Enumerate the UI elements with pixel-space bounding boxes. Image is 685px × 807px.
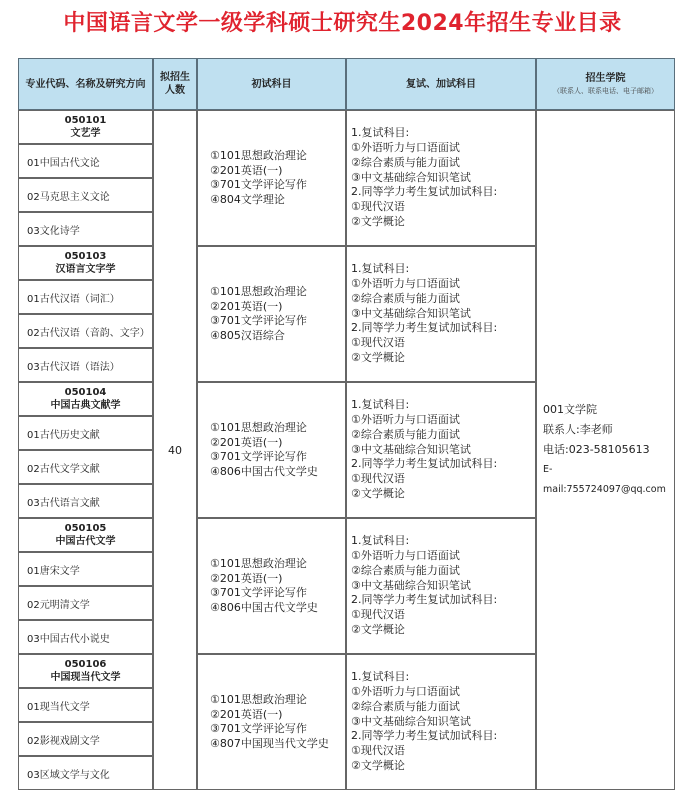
research-direction xyxy=(18,450,153,484)
header-initial-label: 初试科目 xyxy=(251,78,292,90)
research-direction xyxy=(18,178,153,212)
retest-line: ②综合素质与能力面试 xyxy=(351,427,460,441)
initial-subject: ③701文学评论写作 xyxy=(210,586,307,599)
retest-line: ②文学概论 xyxy=(351,486,405,500)
initial-subject: ②201英语(一) xyxy=(210,435,283,449)
research-direction xyxy=(18,348,153,382)
research-direction xyxy=(18,552,153,586)
initial-subject: ①101思想政治理论 xyxy=(210,557,307,570)
header-major-label: 专业代码、名称及研究方向 xyxy=(25,78,146,90)
retest-line: ①外语听力与口语面试 xyxy=(351,413,460,426)
research-direction-label: 02元明清文学 xyxy=(27,599,90,611)
research-direction xyxy=(18,620,153,654)
college-phone: 电话:023-58105613 xyxy=(543,443,650,456)
research-direction-label: 01古代汉语（词汇） xyxy=(27,293,120,305)
major-code: 050104 xyxy=(64,387,107,398)
major-code: 050105 xyxy=(64,523,107,534)
retest-line: 2.同等学力考生复试加试科目: xyxy=(351,457,498,471)
research-direction-label: 02马克思主义文论 xyxy=(27,191,110,203)
retest-line: ③中文基础综合知识笔试 xyxy=(351,170,471,184)
research-direction-label: 03古代汉语（语法） xyxy=(27,361,120,373)
initial-subject: ④806中国古代文学史 xyxy=(210,464,318,478)
retest-line: ①现代汉语 xyxy=(351,200,405,214)
college-contact: 联系人:李老师 xyxy=(543,423,613,436)
research-direction-label: 01唐宋文学 xyxy=(27,565,80,577)
initial-subjects xyxy=(197,382,346,518)
major-code: 050103 xyxy=(64,251,107,262)
header-enroll-label: 拟招生人数 xyxy=(160,72,190,96)
retest-line: ②文学概论 xyxy=(351,350,405,364)
retest-line: ③中文基础综合知识笔试 xyxy=(351,442,471,456)
research-direction-label: 03区域文学与文化 xyxy=(27,769,110,781)
initial-subject: ②201英语(一) xyxy=(210,163,283,177)
retest-line: ①现代汉语 xyxy=(351,744,405,758)
research-direction-label: 01中国古代文论 xyxy=(27,157,100,169)
research-direction xyxy=(18,688,153,722)
major-code: 050101 xyxy=(64,115,107,126)
header-retest xyxy=(346,58,536,110)
retest-line: ②文学概论 xyxy=(351,758,405,772)
initial-subject: ①101思想政治理论 xyxy=(210,421,307,434)
catalog-table xyxy=(18,58,675,790)
research-direction xyxy=(18,212,153,246)
retest-subjects xyxy=(346,246,536,382)
research-direction xyxy=(18,280,153,314)
initial-subject: ①101思想政治理论 xyxy=(210,693,307,706)
college-info xyxy=(536,110,675,790)
retest-line: ①外语听力与口语面试 xyxy=(351,141,460,154)
research-direction-label: 03古代语言文献 xyxy=(27,497,100,509)
major-heading xyxy=(18,518,153,552)
retest-line: 1.复试科目: xyxy=(351,126,410,140)
retest-subjects xyxy=(346,654,536,790)
header-enroll xyxy=(153,58,197,110)
retest-subjects xyxy=(346,518,536,654)
retest-line: ①外语听力与口语面试 xyxy=(351,549,460,562)
retest-line: ②综合素质与能力面试 xyxy=(351,699,460,713)
research-direction xyxy=(18,314,153,348)
initial-subject: ③701文学评论写作 xyxy=(210,450,307,463)
college-name: 001文学院 xyxy=(543,403,597,416)
major-heading xyxy=(18,246,153,280)
major-name: 中国古典文献学 xyxy=(50,400,121,411)
header-initial xyxy=(197,58,346,110)
initial-subject: ②201英语(一) xyxy=(210,707,283,721)
initial-subject: ④805汉语综合 xyxy=(210,328,285,342)
initial-subjects xyxy=(197,654,346,790)
research-direction xyxy=(18,484,153,518)
retest-line: ①外语听力与口语面试 xyxy=(351,277,460,290)
major-name: 汉语言文字学 xyxy=(55,264,116,275)
research-direction-label: 01现当代文学 xyxy=(27,701,90,713)
initial-subject: ④807中国现当代文学史 xyxy=(210,736,329,750)
retest-line: ①现代汉语 xyxy=(351,608,405,622)
major-name: 中国现当代文学 xyxy=(50,672,121,683)
initial-subject: ②201英语(一) xyxy=(210,571,283,585)
retest-line: ③中文基础综合知识笔试 xyxy=(351,306,471,320)
retest-line: 1.复试科目: xyxy=(351,398,410,412)
initial-subject: ③701文学评论写作 xyxy=(210,178,307,191)
header-major xyxy=(18,58,153,110)
header-retest-label: 复试、加试科目 xyxy=(406,78,476,90)
retest-line: ①现代汉语 xyxy=(351,472,405,486)
initial-subject: ④806中国古代文学史 xyxy=(210,600,318,614)
major-heading xyxy=(18,654,153,688)
retest-line: 1.复试科目: xyxy=(351,262,410,276)
retest-line: 2.同等学力考生复试加试科目: xyxy=(351,185,498,199)
research-direction xyxy=(18,756,153,790)
research-direction xyxy=(18,586,153,620)
retest-line: ②综合素质与能力面试 xyxy=(351,291,460,305)
research-direction-label: 01古代历史文献 xyxy=(27,429,100,441)
retest-subjects xyxy=(346,110,536,246)
header-college-sub: （联系人、联系电话、电子邮箱） xyxy=(553,87,658,95)
retest-line: ②综合素质与能力面试 xyxy=(351,155,460,169)
research-direction-label: 02古代汉语（音韵、文字） xyxy=(27,327,150,339)
major-heading xyxy=(18,110,153,144)
page-title: 中国语言文学一级学科硕士研究生2024年招生专业目录 xyxy=(63,11,622,36)
research-direction-label: 03文化诗学 xyxy=(27,225,80,237)
research-direction-label: 02影视戏剧文学 xyxy=(27,735,100,747)
initial-subjects xyxy=(197,110,346,246)
header-college-label: 招生学院 xyxy=(585,73,626,84)
initial-subject: ③701文学评论写作 xyxy=(210,722,307,735)
major-code: 050106 xyxy=(64,659,107,670)
major-heading xyxy=(18,382,153,416)
enroll-count-value: 40 xyxy=(168,443,182,457)
retest-line: ①外语听力与口语面试 xyxy=(351,685,460,698)
initial-subject: ①101思想政治理论 xyxy=(210,149,307,162)
retest-line: 1.复试科目: xyxy=(351,670,410,684)
header-college xyxy=(536,58,675,110)
retest-subjects xyxy=(346,382,536,518)
retest-line: ②文学概论 xyxy=(351,214,405,228)
research-direction-label: 02古代文学文献 xyxy=(27,463,100,475)
initial-subjects xyxy=(197,246,346,382)
retest-line: ②综合素质与能力面试 xyxy=(351,563,460,577)
enroll-count xyxy=(153,110,197,790)
major-name: 中国古代文学 xyxy=(55,536,116,547)
initial-subject: ②201英语(一) xyxy=(210,299,283,313)
initial-subject: ③701文学评论写作 xyxy=(210,314,307,327)
research-direction-label: 03中国古代小说史 xyxy=(27,633,110,645)
research-direction xyxy=(18,722,153,756)
retest-line: 2.同等学力考生复试加试科目: xyxy=(351,321,498,335)
retest-line: ②文学概论 xyxy=(351,622,405,636)
retest-line: 1.复试科目: xyxy=(351,534,410,548)
college-email: E-mail:755724097@qq.com xyxy=(543,464,666,495)
retest-line: ③中文基础综合知识笔试 xyxy=(351,714,471,728)
research-direction xyxy=(18,416,153,450)
initial-subjects xyxy=(197,518,346,654)
retest-line: ①现代汉语 xyxy=(351,336,405,350)
major-name: 文艺学 xyxy=(70,128,101,139)
initial-subject: ④804文学理论 xyxy=(210,192,285,206)
initial-subject: ①101思想政治理论 xyxy=(210,285,307,298)
retest-line: 2.同等学力考生复试加试科目: xyxy=(351,729,498,743)
retest-line: 2.同等学力考生复试加试科目: xyxy=(351,593,498,607)
retest-line: ③中文基础综合知识笔试 xyxy=(351,578,471,592)
research-direction xyxy=(18,144,153,178)
